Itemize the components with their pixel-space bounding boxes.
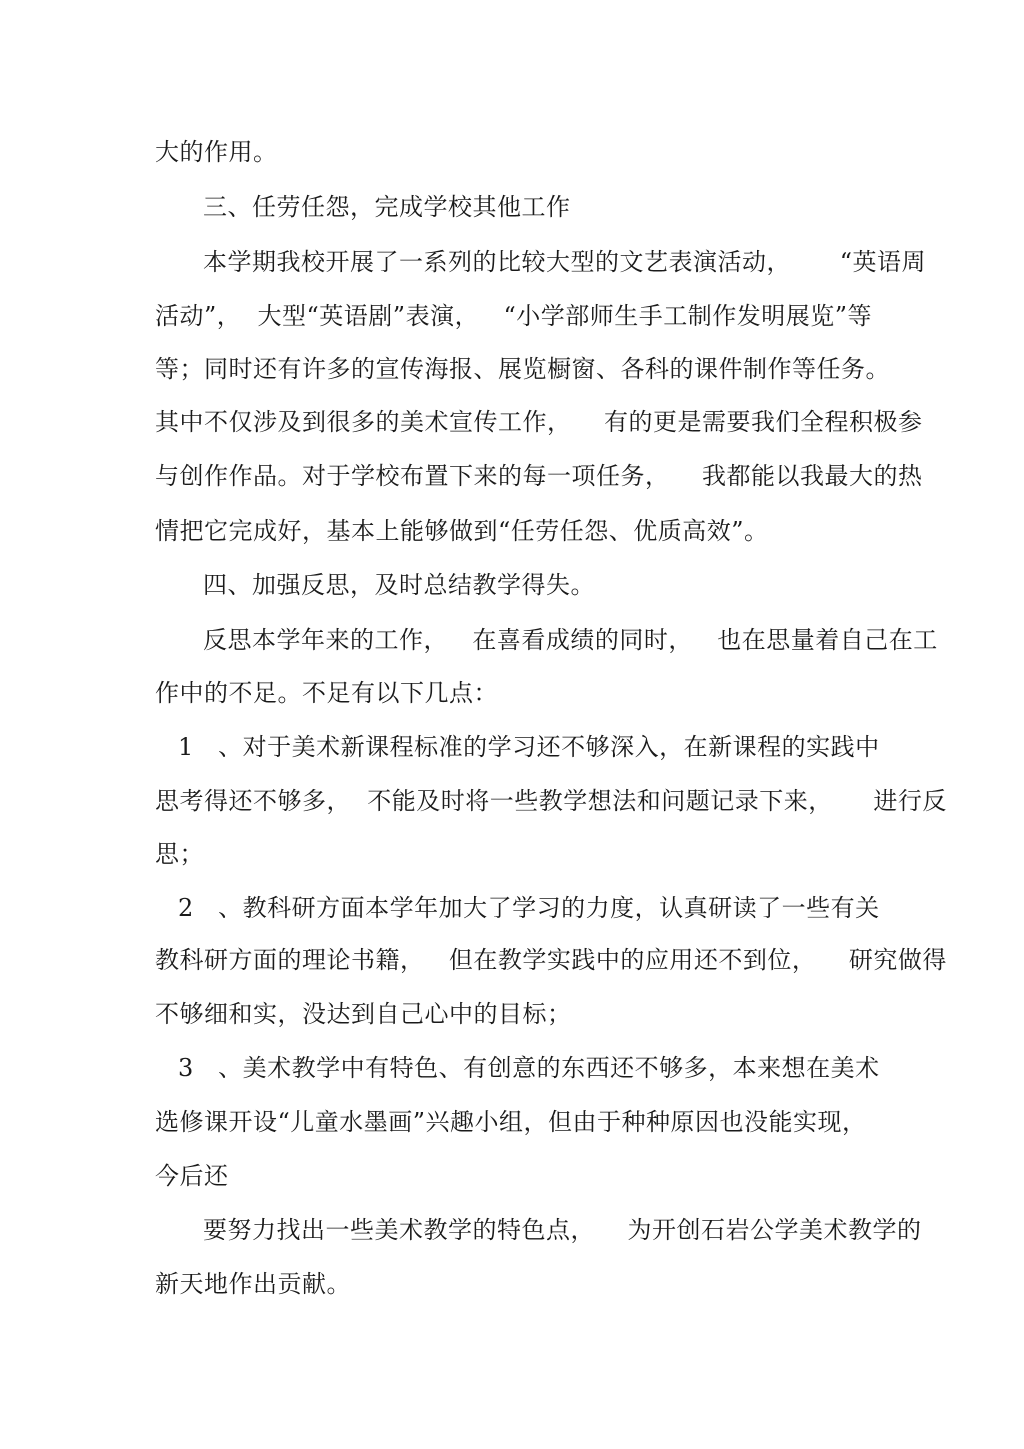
text-line: 大的作用。 <box>155 138 278 166</box>
text-line: 不够细和实，没达到自己心中的目标； <box>155 1000 572 1028</box>
list-item: 1 、对于美术新课程标准的学习还不够深入，在新课程的实践中 <box>178 733 880 761</box>
text-line: 新天地作出贡献。 <box>155 1270 351 1298</box>
text-line: 选修课开设“儿童水墨画”兴趣小组，但由于种种原因也没能实现， <box>155 1108 867 1136</box>
text-line: 活动”， 大型“英语剧”表演， “小学部师生手工制作发明展览”等 <box>155 302 872 330</box>
section-heading: 三、任劳任怨，完成学校其他工作 <box>203 193 571 221</box>
text-line: 要努力找出一些美术教学的特色点， 为开创石岩公学美术教学的 <box>203 1216 922 1244</box>
text-line: 教科研方面的理论书籍， 但在教学实践中的应用还不到位， 研究做得 <box>155 946 947 974</box>
text-line: 本学期我校开展了一系列的比较大型的文艺表演活动， “英语周 <box>203 248 927 276</box>
text-line: 其中不仅涉及到很多的美术宣传工作， 有的更是需要我们全程积极参 <box>155 408 923 436</box>
text-line: 今后还 <box>155 1162 229 1190</box>
section-heading: 四、加强反思，及时总结教学得失。 <box>203 571 595 599</box>
text-line: 反思本学年来的工作， 在喜看成绩的同时， 也在思量着自己在工 <box>203 626 938 654</box>
text-line: 思考得还不够多， 不能及时将一些教学想法和问题记录下来， 进行反 <box>155 787 947 815</box>
text-line: 与创作作品。对于学校布置下来的每一项任务， 我都能以我最大的热 <box>155 462 923 490</box>
list-item: 2 、教科研方面本学年加大了学习的力度，认真研读了一些有关 <box>178 894 880 922</box>
text-line: 作中的不足。不足有以下几点： <box>155 679 498 707</box>
list-item: 3 、美术教学中有特色、有创意的东西还不够多，本来想在美术 <box>178 1054 880 1082</box>
text-line: 等；同时还有许多的宣传海报、展览橱窗、各科的课件制作等任务。 <box>155 355 890 383</box>
text-line: 思； <box>155 840 204 868</box>
text-line: 情把它完成好，基本上能够做到“任劳任怨、优质高效”。 <box>155 517 769 545</box>
